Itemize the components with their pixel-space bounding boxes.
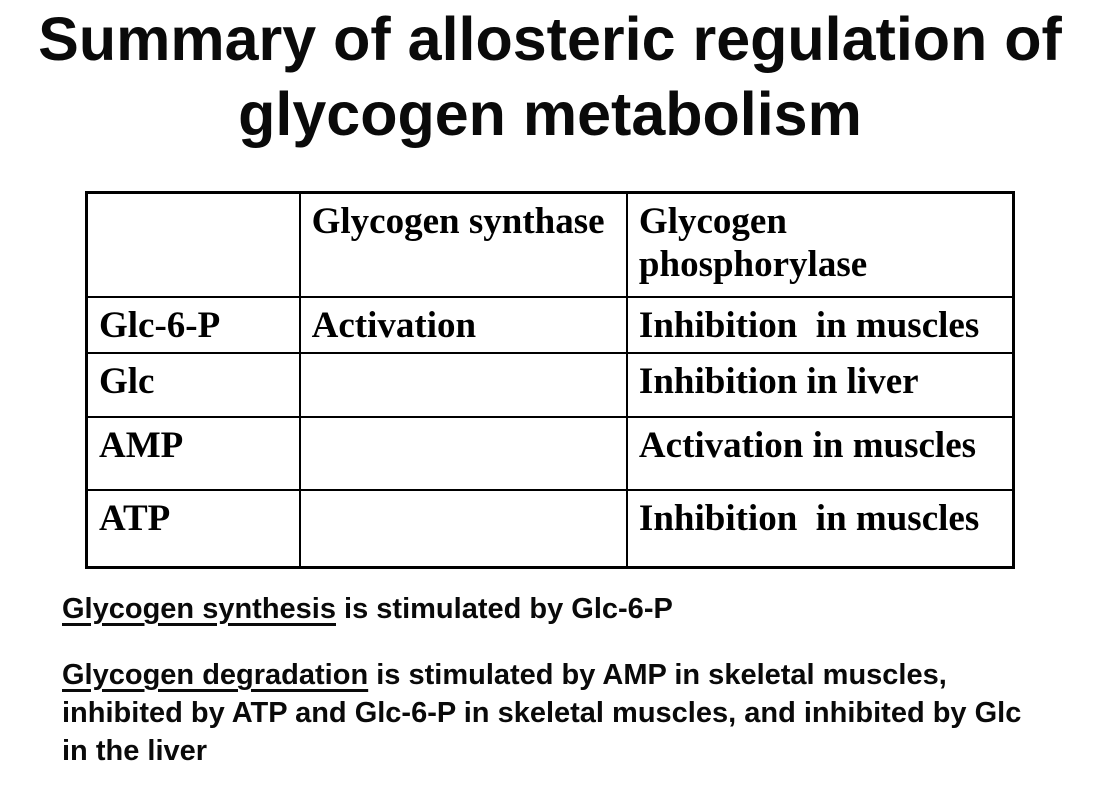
note-rest: is stimulated by Glc-6-P xyxy=(336,593,673,625)
effector-cell: AMP xyxy=(87,417,300,490)
phosphorylase-cell: Inhibition in liver xyxy=(627,353,1014,417)
synthase-cell xyxy=(300,490,627,568)
table-header-row xyxy=(87,193,1014,297)
effector-cell: ATP xyxy=(87,490,300,568)
table-row-glc-6-p xyxy=(87,297,1014,353)
col-header-glycogen-synthase: Glycogen synthase xyxy=(300,193,627,297)
phosphorylase-cell: Inhibition in muscles xyxy=(627,490,1014,568)
synthase-cell xyxy=(300,353,627,417)
note-lead-underlined: Glycogen degradation xyxy=(62,659,369,691)
effector-cell: Glc-6-P xyxy=(87,297,300,353)
col-header-glycogen-phosphorylase: Glycogen phosphorylase xyxy=(627,193,1014,297)
note-glycogen-synthesis xyxy=(62,590,1052,628)
phosphorylase-cell: Activation in muscles xyxy=(627,417,1014,490)
table-row-glc xyxy=(87,353,1014,417)
note-glycogen-degradation xyxy=(62,656,1030,770)
slide-title xyxy=(0,2,1100,152)
synthase-cell: Activation xyxy=(300,297,627,353)
table-row-amp xyxy=(87,417,1014,490)
phosphorylase-cell: Inhibition in muscles xyxy=(627,297,1014,353)
table-row-atp xyxy=(87,490,1014,568)
note-lead-underlined: Glycogen synthesis xyxy=(62,593,336,625)
title-line-1: Summary of allosteric regulation of xyxy=(38,5,1062,73)
effector-cell: Glc xyxy=(87,353,300,417)
title-line-2: glycogen metabolism xyxy=(238,80,862,148)
note-rest: is stimulated by AMP in skeletal muscles, inhibited by ATP and Glc-6-P in skeletal muscles, and inhibited by Glc in the liver xyxy=(62,659,1022,767)
allosteric-regulation-table xyxy=(85,191,1015,569)
col-header-empty xyxy=(87,193,300,297)
synthase-cell xyxy=(300,417,627,490)
